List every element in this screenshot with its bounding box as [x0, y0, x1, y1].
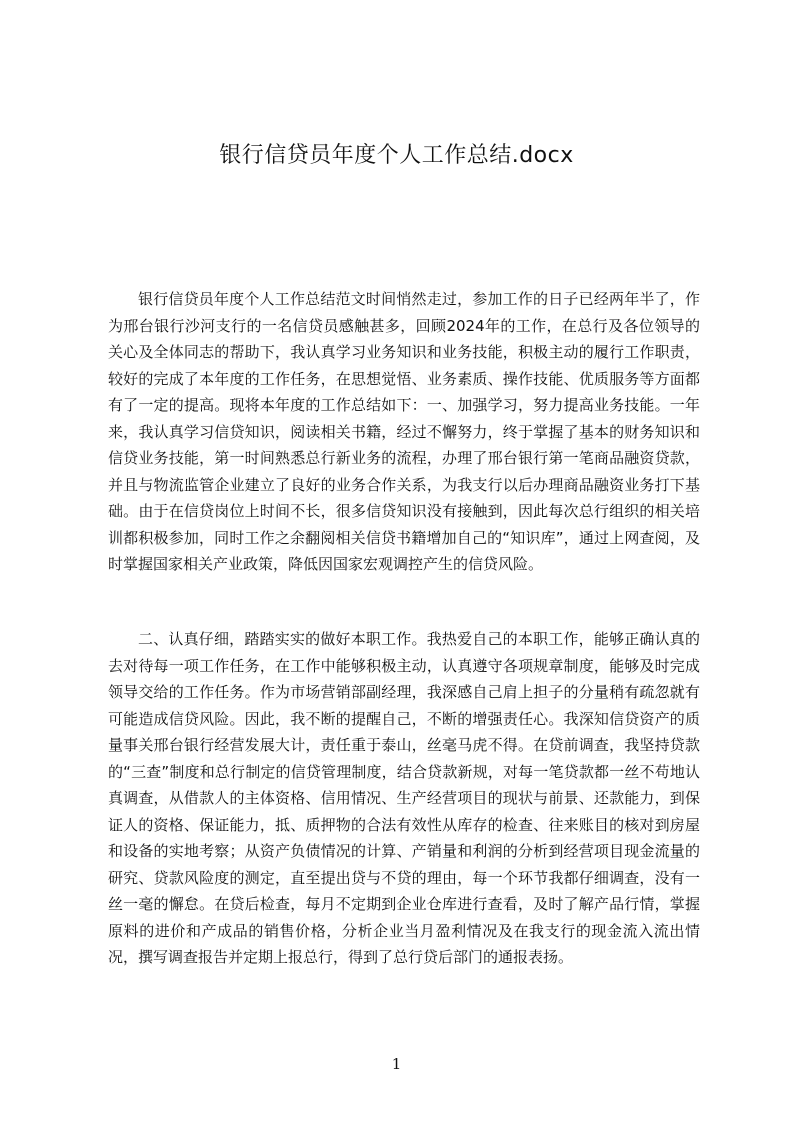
document-title: 银行信贷员年度个人工作总结.docx — [219, 143, 574, 168]
body-paragraph-2: 二、认真仔细，踏踏实实的做好本职工作。我热爱自己的本职工作，能够正确认真的去对待每一项工作任务，在工作中能够积极主动，认真遵守各项规章制度，能够及时完成领导交给的工作任务。作为市场营销部副经理，我深感自己肩上担子的分量稍有疏忽就有可能造成信贷风险。因此，我不断的提醒自己，不断的增强责任心。我深知信贷资产的质量事关邢台银行经营发展大计，责任重于泰山，丝毫马虎不得。在贷前调查，我坚持贷款的“三查”制度和总行制定的信贷管理制度，结合贷款新规，对每一笔贷款都一丝不苟地认真调查，从借款人的主体资格、信用情况、生产经营项目的现状与前景、还款能力，到保证人的资格、保证能力，抵、质押物的合法有效性从库存的检查、往来账目的核对到房屋和设备的实地考察；从资产负债情况的计算、产销量和利润的分析到经营项目现金流量的研究、贷款风险度的测定，直至提出贷与不贷的理由，每一个环节我都仔细调查，没有一丝一毫的懈怠。在贷后检查，每月不定期到企业仓库进行查看，及时了解产品行情，掌握原料的进价和产成品的销售价格，分析企业当月盈利情况及在我支行的现金流入流出情况，撰写调查报告并定期上报总行，得到了总行贷后部门的通报表扬。 — [108, 630, 700, 966]
page-number: 1 — [391, 1055, 402, 1073]
body-paragraph-1: 银行信贷员年度个人工作总结范文时间悄然走过，参加工作的日子已经两年半了，作为邢台银行沙河支行的一名信贷员感触甚多，回顾2024年的工作，在总行及各位领导的关心及全体同志的帮助下，我认真学习业务知识和业务技能，积极主动的履行工作职责，较好的完成了本年度的工作任务，在思想觉悟、业务素质、操作技能、优质服务等方面都有了一定的提高。现将本年度的工作总结如下：一、加强学习，努力提高业务技能。一年来，我认真学习信贷知识，阅读相关书籍，经过不懈努力，终于掌握了基本的财务知识和信贷业务技能，第一时间熟悉总行新业务的流程，办理了邢台银行第一笔商品融资贷款，并且与物流监管企业建立了良好的业务合作关系，为我支行以后办理商品融资业务打下基础。由于在信贷岗位上时间不长，很多信贷知识没有接触到，因此每次总行组织的相关培训都积极参加，同时工作之余翻阅相关信贷书籍增加自己的“知识库”，通过上网查阅，及时掌握国家相关产业政策，降低因国家宏观调控产生的信贷风险。 — [108, 290, 700, 573]
